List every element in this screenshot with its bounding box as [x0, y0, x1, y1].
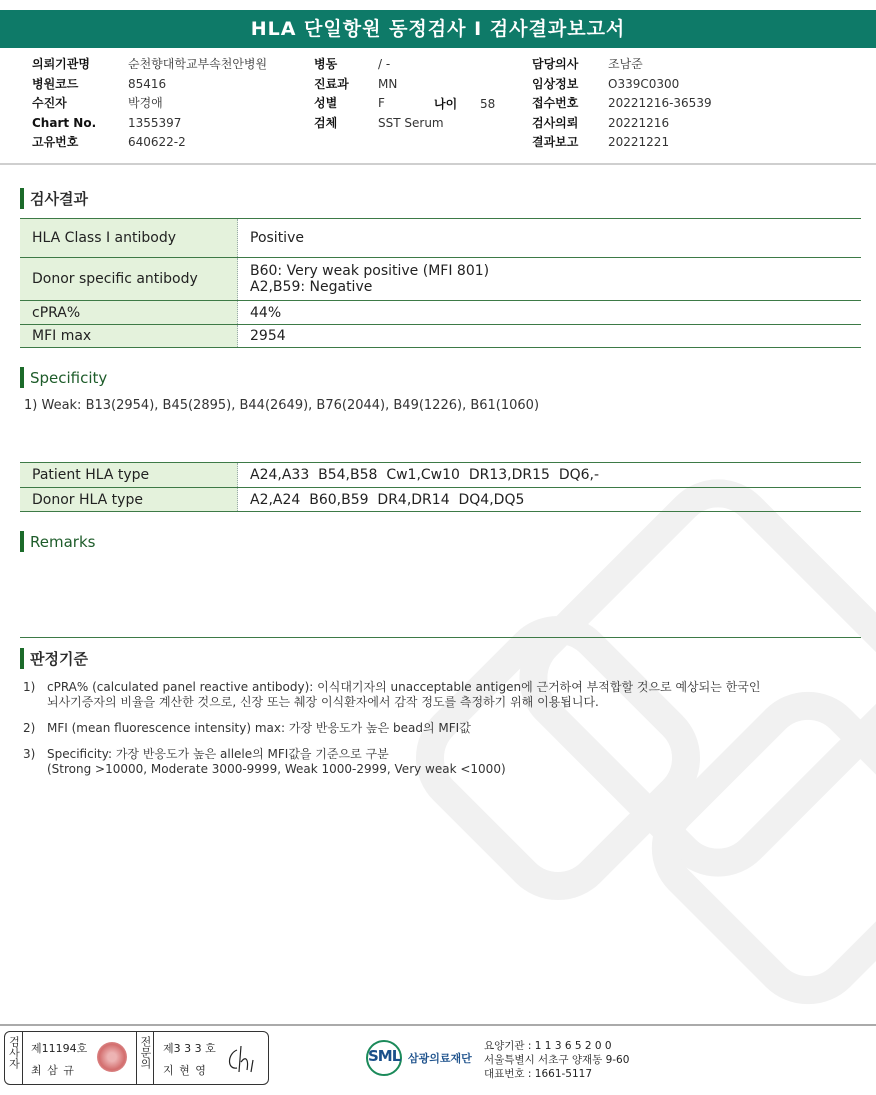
criteria-number: 2)	[23, 721, 36, 735]
inspector-vertical-text: 검사자	[7, 1036, 21, 1069]
meta-value: 조남준	[608, 57, 643, 71]
meta-key: 임상정보	[532, 76, 579, 91]
specialist-number: 제3 3 3 호	[163, 1042, 216, 1055]
row-value: A24,A33 B54,B58 Cw1,Cw10 DR13,DR15 DQ6,-	[238, 463, 862, 488]
section-marker	[20, 367, 24, 388]
footer-divider	[0, 1024, 876, 1026]
age-field	[434, 95, 495, 115]
meta-key: 병원코드	[32, 76, 79, 91]
meta-row	[32, 133, 267, 153]
table-row	[20, 219, 861, 258]
org-address: 서울특별시 서초구 양재동 9-60	[484, 1054, 630, 1066]
meta-value: 박경애	[128, 96, 163, 110]
section-title: Specificity	[30, 368, 108, 387]
meta-value: 20221221	[608, 135, 670, 149]
section-criteria-heading	[20, 648, 88, 669]
meta-column-1	[32, 55, 267, 153]
meta-row	[32, 94, 267, 114]
age-value: 58	[480, 96, 496, 111]
meta-value: 20221216	[608, 115, 670, 130]
meta-row	[314, 75, 444, 95]
criteria-item	[23, 721, 471, 736]
inspector-label	[5, 1032, 23, 1084]
org-logo	[366, 1038, 472, 1078]
dsa-line-2: A2,B59: Negative	[250, 279, 373, 295]
meta-key: 병동	[314, 57, 338, 71]
row-label: cPRA%	[20, 301, 238, 325]
meta-key: Chart No.	[32, 115, 97, 130]
criteria-line: (Strong >10000, Moderate 3000-9999, Weak 1000-2999, Very weak <1000)	[47, 762, 506, 776]
row-value: 2954	[238, 325, 862, 348]
meta-value: 20221216-36539	[608, 96, 712, 110]
meta-value: F	[378, 96, 385, 110]
table-row	[20, 463, 861, 488]
meta-row	[532, 133, 712, 153]
criteria-item	[23, 680, 760, 710]
row-label: MFI max	[20, 325, 238, 348]
section-marker	[20, 188, 24, 209]
table-row	[20, 325, 861, 348]
meta-value: 85416	[128, 76, 167, 91]
table-row	[20, 258, 861, 301]
section-title: Remarks	[30, 532, 96, 551]
header-divider	[0, 163, 876, 165]
section-specificity-heading	[20, 367, 107, 388]
specialist-label	[136, 1032, 154, 1084]
inspector-seal	[97, 1042, 127, 1072]
row-value	[238, 258, 862, 301]
results-table	[20, 218, 861, 348]
specialist-vertical-text: 전문의	[139, 1036, 152, 1069]
meta-value: 640622-2	[128, 135, 186, 149]
criteria-line: 뇌사기증자의 비율을 계산한 것으로, 신장 또는 췌장 이식환자에서 감작 정도를 측정하기 위해 이용됩니다.	[47, 695, 599, 709]
section-marker	[20, 648, 24, 669]
age-label: 나이	[434, 96, 458, 111]
meta-key: 담당의사	[532, 57, 579, 71]
meta-row	[532, 94, 712, 114]
meta-key: 의뢰기관명	[32, 57, 90, 71]
section-remarks-heading	[20, 531, 95, 552]
meta-row	[532, 55, 712, 75]
hla-type-table	[20, 462, 861, 512]
sml-logo-icon	[366, 1038, 406, 1078]
table-row	[20, 488, 861, 512]
inspector-name: 최 삼 규	[31, 1064, 75, 1077]
row-label: HLA Class I antibody	[20, 219, 238, 258]
meta-row	[314, 114, 444, 134]
section-title: 판정기준	[30, 650, 88, 668]
section-title: 검사결과	[30, 190, 88, 208]
meta-key: 수진자	[32, 96, 67, 110]
org-info	[484, 1039, 629, 1081]
org-phone: 대표번호 : 1661-5117	[484, 1068, 593, 1080]
specialist-name: 지 현 영	[163, 1064, 207, 1077]
meta-row	[532, 75, 712, 95]
meta-key: 접수번호	[532, 96, 579, 110]
signature-mark	[223, 1042, 263, 1076]
meta-value: SST Serum	[378, 115, 444, 130]
meta-key: 고유번호	[32, 135, 79, 149]
row-label: Patient HLA type	[20, 463, 238, 488]
specificity-text: 1) Weak: B13(2954), B45(2895), B44(2649), B76(2044), B49(1226), B61(1060)	[24, 398, 540, 413]
meta-value: MN	[378, 76, 398, 91]
meta-row	[32, 55, 267, 75]
criteria-number: 1)	[23, 680, 36, 694]
org-code: 요양기관 : 1 1 3 6 5 2 0 0	[484, 1040, 612, 1052]
dsa-line-1: B60: Very weak positive (MFI 801)	[250, 263, 490, 279]
section-results-heading	[20, 188, 88, 209]
meta-value: O339C0300	[608, 76, 680, 91]
row-label: Donor HLA type	[20, 488, 238, 512]
table-row	[20, 301, 861, 325]
criteria-line: MFI (mean fluorescence intensity) max: 가장 반응도가 높은 bead의 MFI값	[47, 721, 471, 735]
org-name: 삼광의료재단	[408, 1052, 472, 1065]
meta-key: 진료과	[314, 76, 349, 91]
meta-key: 검체	[314, 115, 338, 130]
row-value: 44%	[238, 301, 862, 325]
meta-value: / -	[378, 57, 391, 71]
meta-value: 1355397	[128, 115, 182, 130]
meta-row	[32, 114, 267, 134]
meta-row	[32, 75, 267, 95]
criteria-item	[23, 747, 506, 777]
report-title: HLA 단일항원 동정검사 I 검사결과보고서	[0, 10, 876, 48]
meta-key: 결과보고	[532, 135, 579, 149]
criteria-line: cPRA% (calculated panel reactive antibody): 이식대기자의 unacceptable antigen에 근거하여 부적합할 것으로 예상되는 한국인	[47, 680, 761, 694]
meta-value: 순천향대학교부속천안병원	[128, 57, 268, 71]
meta-row	[314, 55, 444, 75]
criteria-number: 3)	[23, 747, 36, 761]
row-value: Positive	[238, 219, 862, 258]
signature-box	[4, 1031, 269, 1085]
criteria-line: Specificity: 가장 반응도가 높은 allele의 MFI값을 기준으로 구분	[47, 747, 389, 761]
remarks-divider	[20, 637, 861, 638]
meta-column-3	[532, 55, 712, 153]
row-label: Donor specific antibody	[20, 258, 238, 301]
meta-row	[314, 94, 444, 114]
meta-row	[532, 114, 712, 134]
meta-column-2	[314, 55, 444, 133]
logo-text: SML	[368, 1047, 401, 1065]
meta-key: 검사의뢰	[532, 115, 579, 130]
row-value: A2,A24 B60,B59 DR4,DR14 DQ4,DQ5	[238, 488, 862, 512]
inspector-number: 제11194호	[31, 1042, 88, 1055]
section-marker	[20, 531, 24, 552]
meta-key: 성별	[314, 96, 338, 110]
